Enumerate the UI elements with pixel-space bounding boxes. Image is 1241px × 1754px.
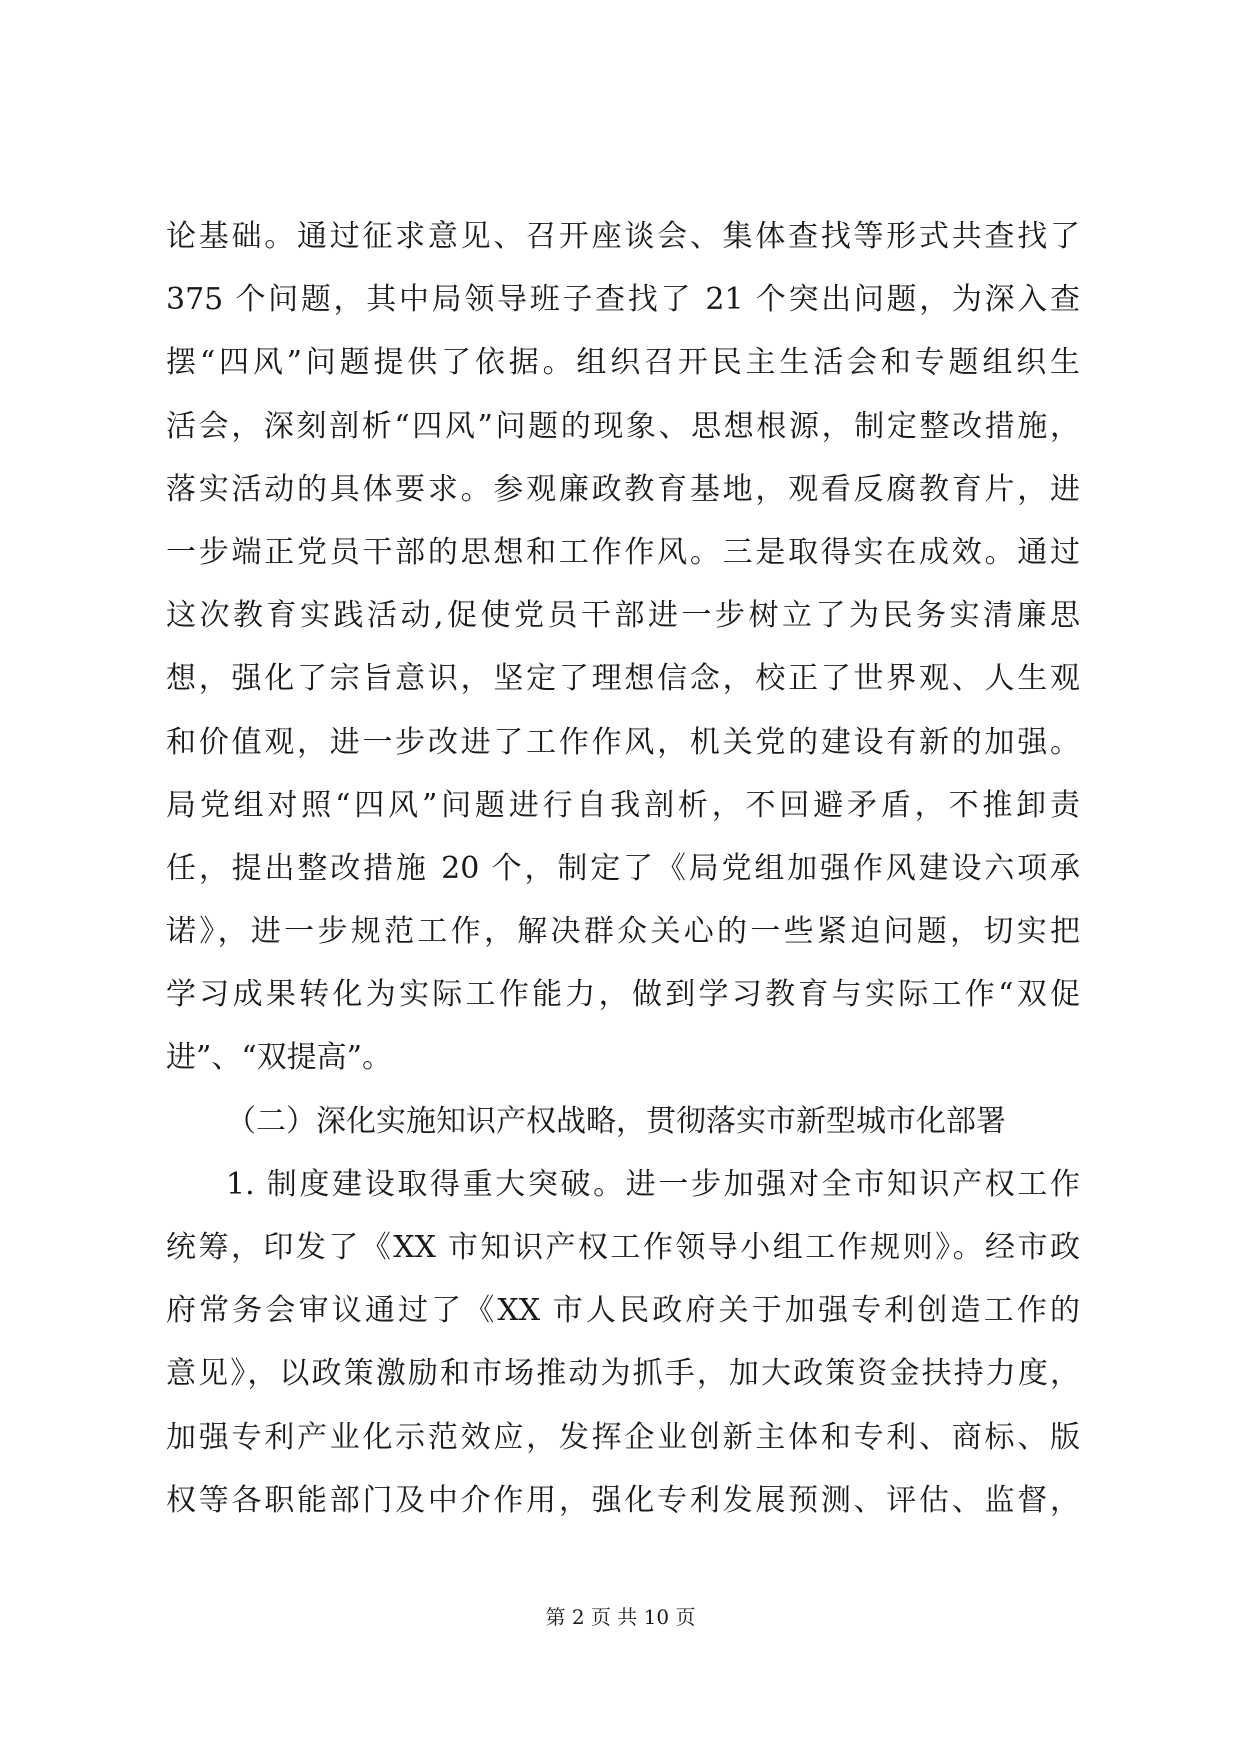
text-line: 活会，深刻剖析“四风”问题的现象、思想根源，制定整改措施， bbox=[166, 408, 1080, 444]
text-line: 府常务会审议通过了《XX 市人民政府关于加强专利创造工作的 bbox=[166, 1293, 1080, 1329]
text-line: 局党组对照“四风”问题进行自我剖析，不回避矛盾，不推卸责 bbox=[166, 787, 1080, 823]
text-line: 想，强化了宗旨意识，坚定了理想信念，校正了世界观、人生观 bbox=[166, 661, 1080, 697]
text-line: 进”、“双提高”。 bbox=[166, 1040, 393, 1076]
text-line: 1. 制度建设取得重大突破。进一步加强对全市知识产权工作 bbox=[226, 1166, 1080, 1202]
text-line: 权等各职能部门及中介作用，强化专利发展预测、评估、监督， bbox=[166, 1482, 1080, 1518]
text-line: 诺》，进一步规范工作，解决群众关心的一些紧迫问题，切实把 bbox=[166, 914, 1080, 950]
text-line: 375 个问题，其中局领导班子查找了 21 个突出问题，为深入查 bbox=[166, 282, 1080, 318]
text-line: 意见》，以政策激励和市场推动为抓手，加大政策资金扶持力度， bbox=[166, 1356, 1080, 1392]
text-line: 和价值观，进一步改进了工作作风，机关党的建设有新的加强。 bbox=[166, 724, 1080, 760]
text-line: 这次教育实践活动,促使党员干部进一步树立了为民务实清廉思 bbox=[166, 598, 1080, 634]
text-line: 落实活动的具体要求。参观廉政教育基地，观看反腐教育片，进 bbox=[166, 471, 1080, 507]
text-line: 加强专利产业化示范效应，发挥企业创新主体和专利、商标、版 bbox=[166, 1419, 1080, 1455]
text-line: 任，提出整改措施 20 个，制定了《局党组加强作风建设六项承 bbox=[166, 850, 1080, 886]
body-text bbox=[166, 205, 1080, 1532]
text-line: 论基础。通过征求意见、召开座谈会、集体查找等形式共查找了 bbox=[166, 219, 1080, 254]
text-line: 学习成果转化为实际工作能力，做到学习教育与实际工作“双促 bbox=[166, 977, 1080, 1013]
text-line: 统筹，印发了《XX 市知识产权工作领导小组工作规则》。经市政 bbox=[166, 1230, 1080, 1265]
page-number: 第 2 页 共 10 页 bbox=[545, 1605, 696, 1629]
text-line: 一步端正党员干部的思想和工作作风。三是取得实在成效。通过 bbox=[166, 534, 1080, 570]
section-heading: （二）深化实施知识产权战略，贯彻落实市新型城市化部署 bbox=[226, 1103, 1006, 1139]
text-line: 摆“四风”问题提供了依据。组织召开民主生活会和专题组织生 bbox=[166, 345, 1080, 381]
